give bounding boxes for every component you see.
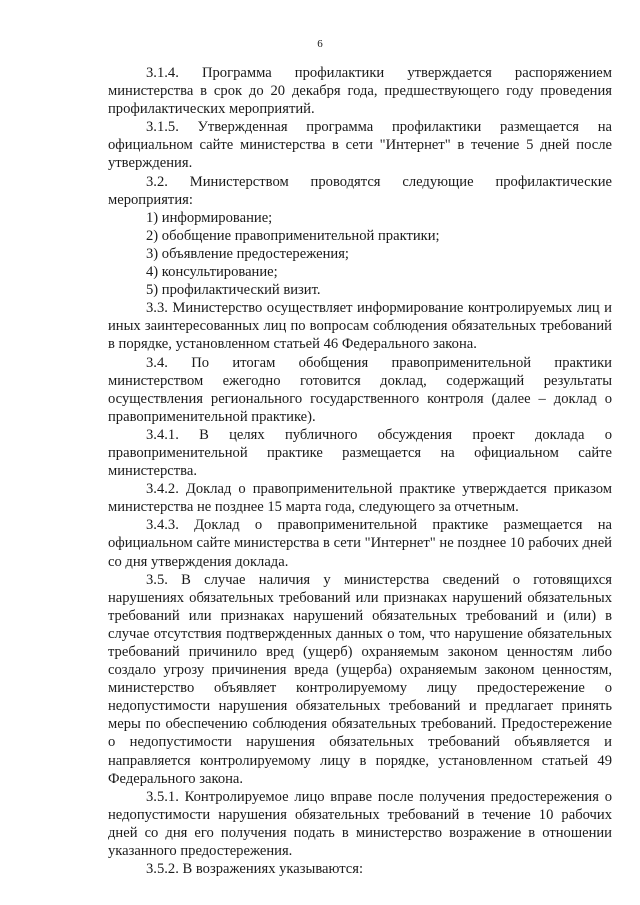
paragraph-3-4-3: 3.4.3. Доклад о правоприменительной практике размещается на официальном сайте министерства в сети "Интернет" не позднее 10 рабочих дней со дня утверждения доклада. xyxy=(108,517,612,570)
paragraph-3-4-1: 3.4.1. В целях публичного обсуждения проект доклада о правоприменительной практике размещается на официальном сайте министерства. xyxy=(108,426,612,480)
document-body xyxy=(108,64,612,878)
list-item-5: 5) профилактический визит. xyxy=(146,282,321,299)
paragraph-3-5-2: 3.5.2. В возражениях указываются: xyxy=(146,861,364,878)
paragraph-3-1-4: 3.1.4. Программа профилактики утверждается распоряжением министерства в срок до 20 декабря года, предшествующего году проведения профилактических мероприятий. xyxy=(108,65,612,118)
list-item-2: 2) обобщение правоприменительной практики; xyxy=(146,227,440,244)
list-item-1: 1) информирование; xyxy=(146,209,273,226)
paragraph-3-3: 3.3. Министерство осуществляет информирование контролируемых лиц и иных заинтересованных лиц по вопросам соблюдения обязательных требований в порядке, установленном статьей 46 Федерального закона. xyxy=(108,300,612,353)
paragraph-3-4-2: 3.4.2. Доклад о правоприменительной практике утверждается приказом министерства не позднее 15 марта года, следующего за отчетным. xyxy=(108,481,612,516)
paragraph-3-2: 3.2. Министерством проводятся следующие профилактические мероприятия: xyxy=(108,173,612,208)
page-number: 6 xyxy=(317,38,323,50)
paragraph-3-1-5: 3.1.5. Утвержденная программа профилактики размещается на официальном сайте министерства в сети "Интернет" в течение 5 дней после утверждения. xyxy=(108,119,612,172)
list-item-4: 4) консультирование; xyxy=(146,264,278,281)
paragraph-3-5: 3.5. В случае наличия у министерства сведений о готовящихся нарушениях обязательных требований или признаках нарушений обязательных требований или признаках нарушений обязательных требований и (или) в случае отсутствия подтвержденных данных о том, что нарушение обязательных требований причинило вред (ущерб) охраняемым законом ценностям либо создало угрозу причинения вреда (ущерба) охраняемым законом ценностям, министерство объявляет контролируемому лицу предостережение о недопустимости нарушения обязательных требований и предлагает принять меры по обеспечению соблюдения обязательных требований. Предостережение о недопустимости нарушения обязательных требований объявляется и направляется контролируемому лицу в порядке, установленном статьей 49 Федерального закона. xyxy=(108,571,612,787)
paragraph-3-5-1: 3.5.1. Контролируемое лицо вправе после получения предостережения о недопустимости нарушения обязательных требований в течение 10 рабочих дней со дня его получения подать в министерство возражение в отношении указанного предостережения. xyxy=(108,788,612,860)
paragraph-3-4: 3.4. По итогам обобщения правоприменительной практики министерством ежегодно готовится доклад, содержащий результаты осуществления регионального государственного контроля (далее – доклад о правоприменительной практике). xyxy=(108,354,612,425)
list-item-3: 3) объявление предостережения; xyxy=(146,245,349,262)
